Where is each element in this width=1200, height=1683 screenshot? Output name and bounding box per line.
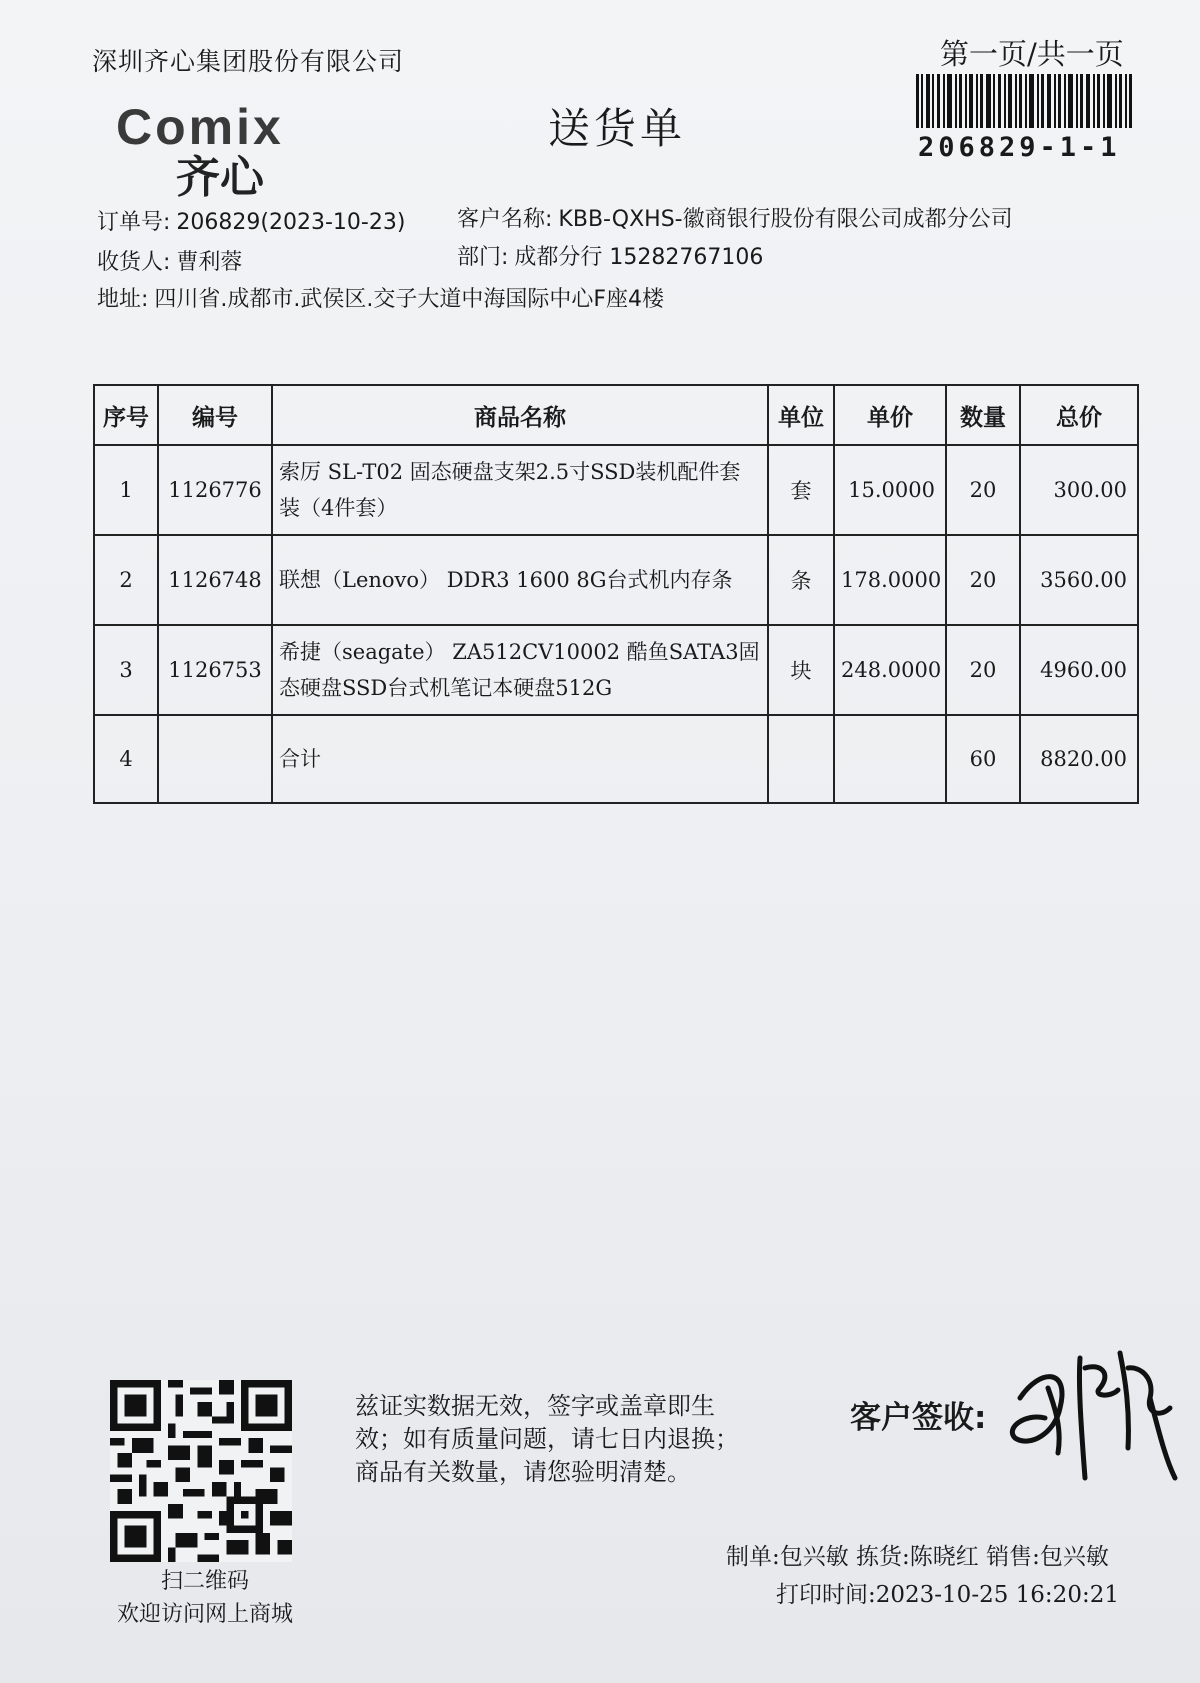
cell-qty: 60: [946, 715, 1020, 803]
receiver-label: 收货人:: [97, 250, 171, 275]
table-row-total: [94, 715, 1138, 803]
cell-qty: 20: [946, 625, 1020, 715]
col-header-seq: 序号: [94, 385, 158, 445]
col-header-price: 单价: [834, 385, 946, 445]
logo-latin: Comix: [116, 100, 284, 155]
barcode-number: 206829-1-1: [918, 132, 1121, 163]
cell-price: [834, 715, 946, 803]
cell-unit: 套: [768, 445, 834, 535]
cell-unit: 块: [768, 625, 834, 715]
notice-line-1: 兹证实数据无效，签字或盖章即生: [355, 1392, 715, 1420]
cell-code: 1126753: [158, 625, 272, 715]
col-header-name: 商品名称: [272, 385, 768, 445]
order-no-value: 206829(2023-10-23): [176, 210, 406, 235]
notice-line-3: 商品有关数量，请您验明清楚。: [355, 1458, 691, 1486]
comix-logo: [116, 100, 356, 200]
dept-label: 部门:: [457, 245, 509, 270]
customer-row: [457, 202, 1013, 233]
cell-name: 联想（Lenovo） DDR3 1600 8G台式机内存条: [272, 535, 768, 625]
cell-price: 178.0000: [834, 535, 946, 625]
customer-sign-label: 客户签收:: [850, 1400, 987, 1436]
qr-caption-line-2: 欢迎访问网上商城: [116, 1602, 293, 1627]
customer-value: KBB-QXHS-徽商银行股份有限公司成都分公司: [558, 207, 1013, 232]
cell-unit: 条: [768, 535, 834, 625]
barcode-icon: [916, 74, 1132, 128]
items-table: [93, 384, 1139, 804]
cell-name: 希捷（seagate） ZA512CV10002 酷鱼SATA3固态硬盘SSD台式机笔记本硬盘512G: [272, 625, 768, 715]
document-title: 送货单: [548, 104, 687, 153]
address-label: 地址:: [97, 287, 149, 312]
cell-code: 1126776: [158, 445, 272, 535]
qr-caption: [100, 1565, 310, 1631]
cell-total: 300.00: [1020, 445, 1138, 535]
cell-total: 8820.00: [1020, 715, 1138, 803]
handwritten-signature: [1000, 1328, 1180, 1498]
address-value: 四川省.成都市.武侯区.交子大道中海国际中心F座4楼: [154, 287, 665, 312]
customer-label: 客户名称:: [457, 207, 553, 232]
cell-total: 3560.00: [1020, 535, 1138, 625]
address-row: [97, 282, 664, 313]
col-header-total: 总价: [1020, 385, 1138, 445]
dept-value: 成都分行 15282767106: [514, 245, 764, 270]
receiver-value: 曹利蓉: [176, 250, 243, 275]
table-row: [94, 625, 1138, 715]
order-no-row: [97, 205, 405, 236]
cell-code: 1126748: [158, 535, 272, 625]
logo-cn: 齐心: [176, 152, 264, 200]
staff-info: 制单:包兴敏 拣货:陈晓红 销售:包兴敏: [726, 1544, 1109, 1570]
notice-text: [355, 1390, 755, 1489]
cell-seq: 4: [94, 715, 158, 803]
table-row: [94, 535, 1138, 625]
cell-qty: 20: [946, 535, 1020, 625]
print-time: 打印时间:2023-10-25 16:20:21: [776, 1582, 1119, 1608]
cell-seq: 2: [94, 535, 158, 625]
table-header-row: [94, 385, 1138, 445]
cell-code: [158, 715, 272, 803]
cell-seq: 1: [94, 445, 158, 535]
qr-caption-line-1: 扫二维码: [160, 1569, 249, 1594]
cell-price: 248.0000: [834, 625, 946, 715]
cell-qty: 20: [946, 445, 1020, 535]
receiver-row: [97, 245, 242, 276]
notice-line-2: 效；如有质量问题，请七日内退换；: [355, 1425, 739, 1453]
col-header-code: 编号: [158, 385, 272, 445]
cell-total: 4960.00: [1020, 625, 1138, 715]
dept-row: [457, 240, 763, 271]
col-header-unit: 单位: [768, 385, 834, 445]
table-row: [94, 445, 1138, 535]
cell-price: 15.0000: [834, 445, 946, 535]
cell-unit: [768, 715, 834, 803]
page-info: 第一页/共一页: [940, 37, 1124, 71]
cell-name: 合计: [272, 715, 768, 803]
order-no-label: 订单号:: [97, 210, 171, 235]
cell-name: 索厉 SL-T02 固态硬盘支架2.5寸SSD装机配件套装（4件套）: [272, 445, 768, 535]
cell-seq: 3: [94, 625, 158, 715]
company-name: 深圳齐心集团股份有限公司: [92, 47, 405, 76]
qr-code-icon: [110, 1380, 292, 1562]
col-header-qty: 数量: [946, 385, 1020, 445]
